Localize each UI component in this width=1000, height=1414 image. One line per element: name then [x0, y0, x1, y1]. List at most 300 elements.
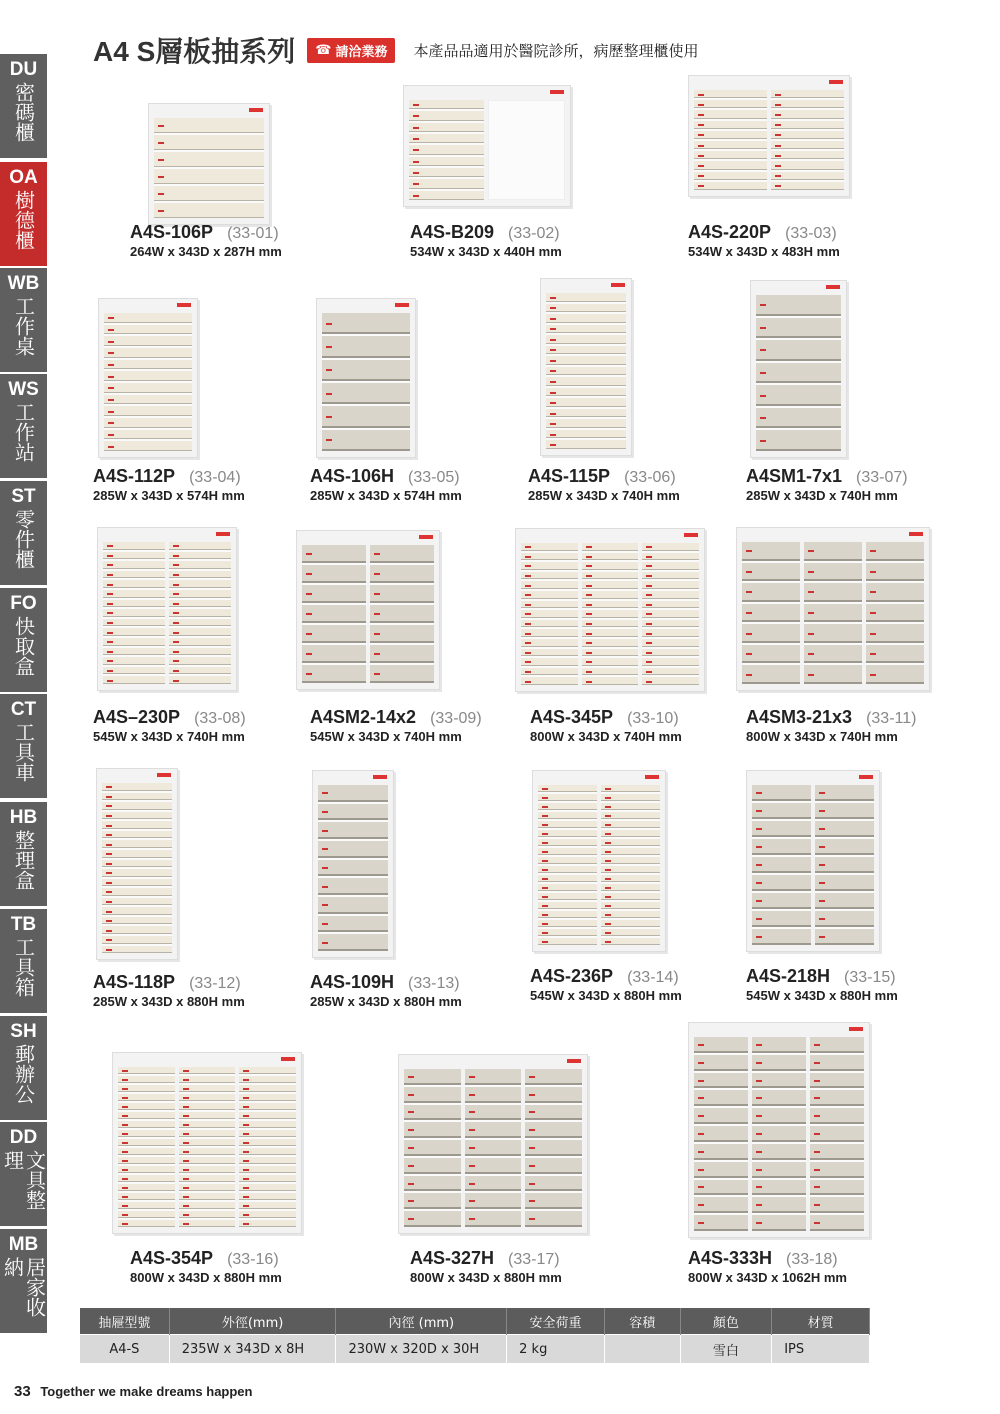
drawer — [642, 553, 699, 561]
product-code: (33-05) — [408, 469, 460, 486]
drawer — [601, 866, 660, 873]
product-dimensions: 285W x 343D x 880H mm — [93, 994, 245, 1009]
drawer — [318, 785, 388, 802]
product-label — [530, 966, 682, 1003]
cabinet-image — [97, 527, 237, 691]
cabinet-image — [750, 280, 847, 458]
cabinet-column — [488, 100, 565, 200]
drawer — [810, 1197, 864, 1213]
sidebar-tab-name: 樹德櫃 — [11, 190, 36, 250]
drawer — [582, 543, 639, 551]
spec-value-cell: A4-S — [80, 1335, 169, 1364]
drawer — [179, 1076, 236, 1083]
drawer — [866, 542, 924, 561]
cabinet-image — [515, 528, 705, 692]
drawer — [752, 1037, 806, 1053]
drawer — [694, 131, 767, 139]
drawer — [370, 605, 434, 623]
drawer — [169, 667, 231, 675]
drawer — [694, 151, 767, 159]
cabinet-image — [316, 298, 416, 458]
drawer — [302, 585, 366, 603]
drawer — [866, 604, 924, 623]
drawer — [601, 830, 660, 837]
sidebar-tab-name: 郵辦公 — [11, 1044, 36, 1104]
spec-value-cell: 230W x 320D x 30H — [336, 1335, 507, 1364]
drawer — [322, 383, 410, 404]
drawer — [179, 1202, 236, 1209]
drawer — [538, 812, 597, 819]
sidebar-tab-name: 工作桌 — [11, 296, 36, 356]
drawer — [601, 893, 660, 900]
cabinet-column — [465, 1069, 522, 1227]
drawer — [409, 145, 484, 154]
drawer — [546, 430, 626, 439]
cabinet-column — [815, 785, 874, 945]
drawer — [302, 665, 366, 683]
drawer — [104, 313, 192, 323]
product-label — [746, 966, 898, 1003]
drawer — [465, 1105, 522, 1121]
drawer — [179, 1166, 236, 1173]
drawer — [582, 629, 639, 637]
product-model: A4S-112P — [93, 466, 176, 486]
drawer — [104, 383, 192, 393]
drawer — [582, 668, 639, 676]
drawer — [538, 821, 597, 828]
drawer — [756, 318, 841, 339]
drawer — [103, 676, 165, 684]
drawer — [104, 360, 192, 370]
spec-header-cell: 外徑(mm) — [169, 1308, 336, 1335]
drawer — [169, 619, 231, 627]
drawer — [694, 1126, 748, 1142]
drawer — [866, 645, 924, 664]
drawer — [642, 581, 699, 589]
drawer — [103, 657, 165, 665]
drawer — [370, 645, 434, 663]
drawer — [815, 893, 874, 909]
drawer — [118, 1121, 175, 1128]
cabinet-brand-tag — [373, 775, 387, 779]
drawer — [521, 668, 578, 676]
drawer — [771, 172, 844, 180]
drawer — [546, 335, 626, 344]
spec-header-cell: 抽屜型號 — [80, 1308, 169, 1335]
drawer — [179, 1067, 236, 1074]
product-code: (33-13) — [408, 975, 460, 992]
drawer — [169, 600, 231, 608]
drawer — [318, 916, 388, 933]
drawer — [521, 610, 578, 618]
drawer — [582, 572, 639, 580]
product-label — [528, 466, 680, 503]
drawer — [752, 875, 811, 891]
sidebar-tab-name: 文具整理 — [0, 1150, 47, 1210]
drawer — [102, 936, 172, 944]
drawer — [409, 179, 484, 188]
drawer — [102, 926, 172, 934]
product-model: A4S-106H — [310, 466, 395, 486]
drawer — [521, 543, 578, 551]
drawer — [742, 645, 800, 664]
cabinet-image — [688, 1022, 870, 1238]
sidebar-tab-fo[interactable] — [0, 588, 47, 692]
product-label — [130, 222, 282, 259]
product-code: (33-02) — [508, 225, 560, 242]
drawer — [752, 839, 811, 855]
drawer — [866, 583, 924, 602]
drawer — [239, 1157, 296, 1164]
drawer — [465, 1193, 522, 1209]
drawer — [179, 1103, 236, 1110]
drawer — [404, 1211, 461, 1227]
drawer — [102, 860, 172, 868]
drawer — [404, 1158, 461, 1174]
product-model: A4S-B209 — [410, 222, 495, 242]
spec-header-cell: 容積 — [604, 1308, 680, 1335]
drawer — [525, 1158, 582, 1174]
drawer — [370, 625, 434, 643]
product-model: A4SM2-14x2 — [310, 707, 417, 727]
drawer — [370, 665, 434, 683]
drawer — [409, 157, 484, 166]
sidebar-tab-name: 工具車 — [11, 722, 36, 782]
drawer — [642, 562, 699, 570]
cabinet-image — [403, 85, 571, 207]
drawer — [102, 831, 172, 839]
drawer — [118, 1220, 175, 1227]
page-header — [93, 30, 698, 70]
cabinet-image — [398, 1054, 588, 1234]
drawer — [804, 563, 862, 582]
cabinet-column — [169, 542, 231, 684]
drawer — [752, 857, 811, 873]
cabinet-brand-tag — [281, 1057, 295, 1061]
drawer — [752, 821, 811, 837]
drawer — [465, 1069, 522, 1085]
drawer — [521, 591, 578, 599]
drawer — [642, 543, 699, 551]
cabinet-column — [525, 1069, 582, 1227]
drawer — [318, 860, 388, 877]
cabinet-column — [742, 542, 800, 684]
product-dimensions: 285W x 343D x 740H mm — [528, 488, 680, 503]
drawer — [582, 601, 639, 609]
product-model: A4S-220P — [688, 222, 772, 242]
drawer — [804, 583, 862, 602]
drawer — [465, 1176, 522, 1192]
product-dimensions: 534W x 343D x 483H mm — [688, 244, 840, 259]
page-number: 33 — [14, 1383, 31, 1400]
drawer — [742, 563, 800, 582]
cabinet-brand-tag — [419, 535, 433, 539]
drawer — [239, 1211, 296, 1218]
drawer — [521, 677, 578, 685]
drawer — [521, 581, 578, 589]
sidebar-tab-st[interactable] — [0, 481, 47, 585]
cabinet-column — [771, 90, 844, 190]
drawer — [815, 785, 874, 801]
cabinet-column — [404, 1069, 461, 1227]
drawer — [582, 581, 639, 589]
product-dimensions: 264W x 343D x 287H mm — [130, 244, 282, 259]
product-dimensions: 545W x 343D x 740H mm — [93, 729, 245, 744]
drawer — [103, 638, 165, 646]
cabinet-column — [302, 545, 366, 683]
drawer — [815, 875, 874, 891]
cabinet-image — [688, 75, 850, 197]
product-dimensions: 534W x 343D x 440H mm — [410, 244, 562, 259]
drawer — [118, 1130, 175, 1137]
product-label — [688, 222, 840, 259]
drawer — [601, 938, 660, 945]
product-dimensions: 800W x 343D x 740H mm — [530, 729, 682, 744]
product-label — [746, 466, 908, 503]
drawer — [538, 794, 597, 801]
drawer — [154, 152, 264, 167]
cabinet-brand-tag — [829, 80, 843, 84]
drawer — [102, 907, 172, 915]
drawer — [771, 121, 844, 129]
drawer — [694, 1180, 748, 1196]
sidebar-tab-code: DU — [9, 59, 38, 80]
drawer — [771, 161, 844, 169]
drawer — [546, 367, 626, 376]
drawer — [601, 803, 660, 810]
drawer — [102, 850, 172, 858]
drawer — [546, 293, 626, 302]
drawer — [601, 812, 660, 819]
drawer — [810, 1073, 864, 1089]
drawer — [804, 604, 862, 623]
drawer — [465, 1087, 522, 1103]
drawer — [103, 590, 165, 598]
cabinet-column — [154, 118, 264, 218]
sidebar-tab-ct[interactable] — [0, 694, 47, 798]
drawer — [409, 111, 484, 120]
cabinet-image — [148, 103, 270, 225]
drawer — [179, 1139, 236, 1146]
drawer — [169, 580, 231, 588]
drawer — [525, 1069, 582, 1085]
drawer — [752, 1090, 806, 1106]
drawer — [810, 1144, 864, 1160]
drawer — [525, 1122, 582, 1138]
drawer — [866, 665, 924, 684]
drawer — [642, 668, 699, 676]
drawer — [103, 552, 165, 560]
drawer — [582, 610, 639, 618]
drawer — [103, 571, 165, 579]
drawer — [815, 911, 874, 927]
drawer — [104, 418, 192, 428]
sidebar-tab-code: DD — [9, 1127, 38, 1148]
spec-header-cell: 安全荷重 — [507, 1308, 605, 1335]
drawer — [642, 572, 699, 580]
drawer — [104, 430, 192, 440]
drawer — [642, 649, 699, 657]
drawer — [538, 803, 597, 810]
drawer — [752, 1144, 806, 1160]
cabinet-image — [312, 770, 394, 958]
drawer — [546, 314, 626, 323]
drawer — [601, 785, 660, 792]
cabinet-column — [521, 543, 578, 685]
sidebar-tab-dd[interactable] — [0, 1122, 47, 1226]
drawer — [546, 356, 626, 365]
sidebar-tab-sh[interactable] — [0, 1016, 47, 1120]
drawer — [771, 100, 844, 108]
sidebar-tab-oa[interactable] — [0, 162, 47, 266]
page-footer — [14, 1383, 252, 1400]
spec-value-cell: 雪白 — [680, 1335, 772, 1364]
drawer — [404, 1193, 461, 1209]
drawer — [810, 1090, 864, 1106]
drawer — [404, 1176, 461, 1192]
product-model: A4S-327H — [410, 1248, 495, 1268]
drawer-spec-table — [80, 1308, 870, 1363]
drawer — [104, 395, 192, 405]
sidebar-tab-du[interactable] — [0, 54, 47, 158]
cabinet-column — [810, 1037, 864, 1231]
drawer — [103, 648, 165, 656]
drawer — [752, 1180, 806, 1196]
drawer — [582, 620, 639, 628]
drawer — [804, 645, 862, 664]
sidebar-tab-name: 零件櫃 — [11, 509, 36, 569]
drawer — [322, 430, 410, 451]
cabinet-column — [538, 785, 597, 945]
drawer — [601, 794, 660, 801]
sidebar-tab-name: 整理盒 — [11, 830, 36, 890]
sidebar-tab-ws[interactable] — [0, 374, 47, 478]
sidebar-tab-wb[interactable] — [0, 268, 47, 372]
drawer — [118, 1157, 175, 1164]
drawer — [642, 658, 699, 666]
drawer — [752, 1108, 806, 1124]
drawer — [154, 169, 264, 184]
drawer — [742, 604, 800, 623]
drawer — [179, 1130, 236, 1137]
drawer — [104, 371, 192, 381]
product-dimensions: 800W x 343D x 880H mm — [410, 1270, 562, 1285]
drawer — [521, 601, 578, 609]
drawer — [404, 1087, 461, 1103]
drawer — [771, 182, 844, 190]
drawer — [694, 1090, 748, 1106]
drawer — [538, 857, 597, 864]
drawer — [601, 839, 660, 846]
drawer — [302, 645, 366, 663]
cabinet-column — [694, 90, 767, 190]
drawer — [521, 562, 578, 570]
product-model: A4S-109H — [310, 972, 395, 992]
drawer — [103, 628, 165, 636]
sidebar-tab-code: TB — [10, 914, 37, 935]
spec-value-cell: 2 kg — [507, 1335, 605, 1364]
drawer — [694, 182, 767, 190]
drawer — [642, 620, 699, 628]
sidebar-tab-code: FO — [10, 593, 37, 614]
drawer — [102, 840, 172, 848]
drawer — [102, 917, 172, 925]
drawer — [239, 1166, 296, 1173]
drawer — [815, 803, 874, 819]
drawer — [752, 1073, 806, 1089]
drawer — [104, 406, 192, 416]
drawer — [404, 1122, 461, 1138]
drawer — [810, 1055, 864, 1071]
drawer — [409, 134, 484, 143]
drawer — [104, 325, 192, 335]
drawer — [694, 141, 767, 149]
drawer — [538, 848, 597, 855]
sidebar-tab-code: ST — [11, 486, 36, 507]
drawer — [102, 898, 172, 906]
drawer — [118, 1175, 175, 1182]
drawer — [546, 388, 626, 397]
drawer — [179, 1184, 236, 1191]
drawer — [752, 929, 811, 945]
product-code: (33-17) — [508, 1251, 560, 1268]
drawer — [179, 1175, 236, 1182]
drawer — [370, 585, 434, 603]
drawer — [546, 325, 626, 334]
cabinet-brand-tag — [395, 303, 409, 307]
product-label — [130, 1248, 282, 1285]
drawer — [642, 629, 699, 637]
drawer — [118, 1193, 175, 1200]
spec-value-cell — [604, 1335, 680, 1364]
sidebar-tab-tb[interactable] — [0, 909, 47, 1013]
drawer — [103, 667, 165, 675]
drawer — [322, 313, 410, 334]
drawer — [118, 1211, 175, 1218]
product-label — [746, 707, 916, 744]
product-code: (33-09) — [430, 710, 482, 727]
drawer — [239, 1184, 296, 1191]
drawer — [752, 1055, 806, 1071]
cabinet-column — [866, 542, 924, 684]
drawer — [239, 1202, 296, 1209]
sidebar-tab-hb[interactable] — [0, 802, 47, 906]
drawer — [694, 1108, 748, 1124]
drawer — [169, 638, 231, 646]
product-dimensions: 800W x 343D x 740H mm — [746, 729, 898, 744]
contact-sales-badge — [307, 38, 395, 63]
drawer — [538, 785, 597, 792]
drawer — [465, 1158, 522, 1174]
drawer — [815, 929, 874, 945]
drawer — [318, 841, 388, 858]
drawer — [525, 1140, 582, 1156]
drawer — [538, 875, 597, 882]
cabinet-column — [546, 293, 626, 449]
drawer — [154, 135, 264, 150]
sidebar-tab-mb[interactable] — [0, 1229, 47, 1333]
drawer — [239, 1112, 296, 1119]
usage-note: 本產品品適用於醫院診所，病歷整理櫃使用 — [413, 41, 699, 60]
cabinet-brand-tag — [684, 533, 698, 537]
drawer — [546, 377, 626, 386]
drawer — [404, 1069, 461, 1085]
drawer — [694, 110, 767, 118]
drawer — [538, 830, 597, 837]
product-dimensions: 285W x 343D x 574H mm — [310, 488, 462, 503]
sidebar-tab-name: 快取盒 — [11, 616, 36, 676]
drawer — [756, 295, 841, 316]
